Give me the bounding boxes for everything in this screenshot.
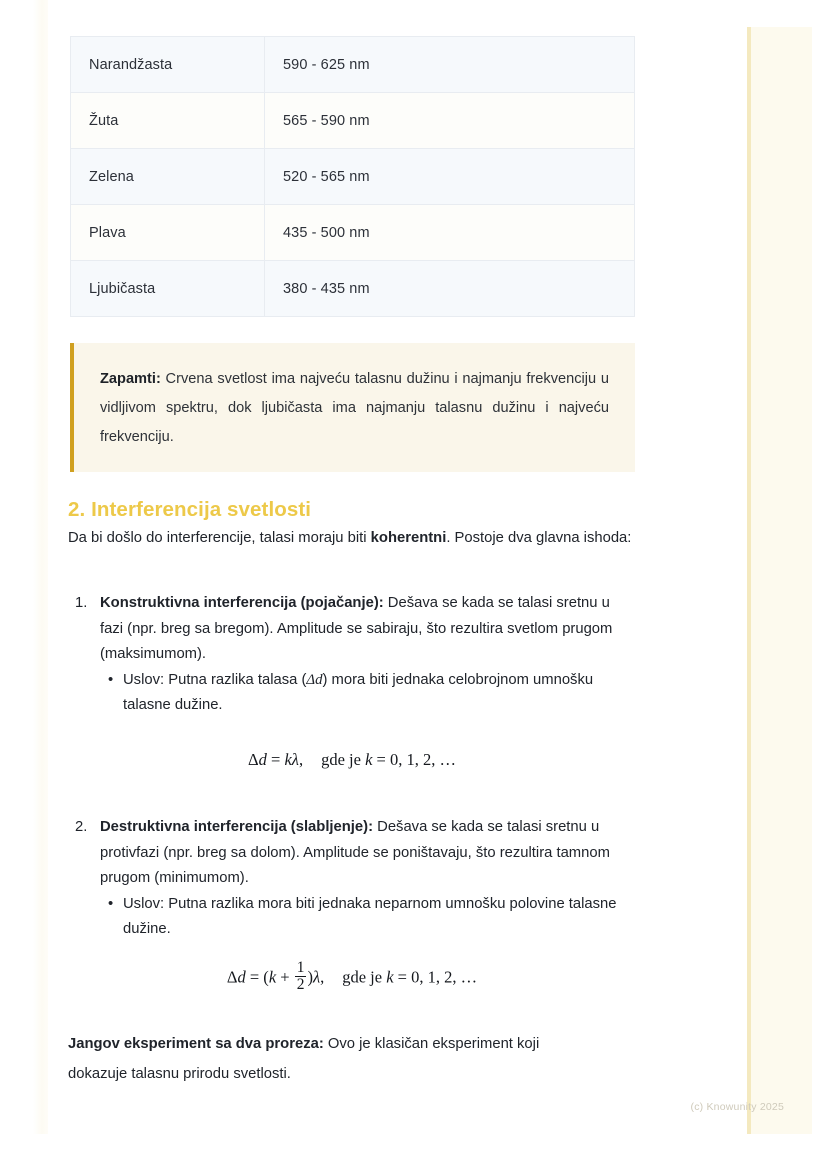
closing-line-1: Ovo je klasičan eksperiment koji (323, 1036, 540, 1052)
formula-equals-open: = ( (245, 967, 269, 987)
callout-paragraph (100, 365, 609, 452)
formula-where-var: k (386, 967, 394, 987)
formula-var-k: k (284, 750, 292, 769)
formula-var-d: d (258, 750, 267, 769)
formula-destructive (68, 960, 636, 993)
fraction-numerator: 1 (296, 959, 305, 976)
list-item (68, 815, 636, 943)
list-item-text (100, 591, 636, 668)
formula-where-values: = 0, 1, 2, … (372, 750, 456, 769)
formula-where-values: = 0, 1, 2, … (393, 967, 478, 987)
formula-close-paren: ) (307, 967, 313, 987)
formula-delta: Δ (248, 750, 259, 769)
cell-wavelength: 590 - 625 nm (265, 37, 635, 93)
cell-color-name: Plava (71, 205, 265, 261)
closing-bold: Jangov eksperiment sa dva proreza: (68, 1036, 324, 1052)
page-right-panel (751, 27, 812, 1134)
closing-paragraph (68, 1030, 636, 1089)
intro-text-after: . Postoje dva glavna ishoda: (446, 530, 632, 546)
formula-var-k: k (268, 967, 277, 987)
list-item (100, 892, 636, 943)
table-row (71, 149, 635, 205)
list-item-body: Dešava se kada se talasi sretnu u protivfazi (npr. breg sa dolom). Amplitude se poništavaju, što rezultira tamnom prugom (minimumom). (100, 819, 610, 887)
list-item (68, 591, 636, 719)
callout-label: Zapamti: (100, 371, 161, 387)
bullet-icon: • (108, 671, 114, 688)
sub-item-text (123, 892, 636, 943)
cell-wavelength: 565 - 590 nm (265, 93, 635, 149)
cell-color-name: Zelena (71, 149, 265, 205)
closing-line-2: dokazuje talasnu prirodu svetlosti. (68, 1065, 291, 1082)
cell-wavelength: 380 - 435 nm (265, 261, 635, 317)
list-item-title: Konstruktivna interferencija (pojačanje): (100, 595, 384, 611)
table-row (71, 93, 635, 149)
formula-lambda: λ (291, 750, 299, 769)
intro-paragraph (68, 524, 636, 554)
spectrum-table-body (71, 37, 635, 317)
list-marker: 2. (75, 819, 88, 835)
table-row (71, 205, 635, 261)
footer-credit: (c) Knowunity 2025 (690, 1101, 784, 1113)
table-row (71, 261, 635, 317)
formula-var-d: d (237, 967, 246, 987)
sub-list (100, 668, 636, 719)
callout-text: Crvena svetlost ima najveću talasnu dužinu i najmanju frekvenciju u vidljivom spektru, dok ljubičasta ima najmanju talasnu dužinu i najveću frekvenciju. (100, 371, 609, 445)
bullet-icon: • (108, 895, 114, 912)
formula-fraction-one-half (295, 960, 307, 993)
formula-comma: , (298, 750, 304, 769)
list-item-text (100, 815, 636, 892)
formula-comma: , (320, 967, 325, 987)
sub-item-suffix: ) mora biti jednaka celobrojnom umnošku talasne dužine. (123, 671, 594, 714)
formula-where-label: gde je (342, 967, 387, 987)
fraction-denominator: 2 (296, 975, 305, 993)
intro-text-bold: koherentni (370, 530, 447, 546)
remember-callout (70, 343, 635, 472)
formula-delta: Δ (226, 967, 238, 987)
section-heading: 2. Interferencija svetlosti (68, 498, 312, 521)
formula-equals: = (266, 750, 285, 769)
sub-list (100, 892, 636, 943)
table-row (71, 37, 635, 93)
intro-text-before: Da bi došlo do interferencije, talasi moraju biti (68, 530, 371, 546)
spectrum-table (70, 36, 635, 317)
sub-item-prefix: Uslov: Putna razlika mora biti jednaka neparnom umnošku polovine talasne dužine. (123, 895, 617, 938)
list-item-title: Destruktivna interferencija (slabljenje): (100, 819, 374, 835)
cell-wavelength: 435 - 500 nm (265, 205, 635, 261)
formula-where-label: gde je (321, 750, 366, 769)
cell-color-name: Narandžasta (71, 37, 265, 93)
formula-constructive (68, 750, 636, 770)
cell-color-name: Ljubičasta (71, 261, 265, 317)
page-left-edge (33, 0, 49, 1134)
sub-item-symbol: Δd (306, 671, 323, 688)
formula-where-var: k (365, 750, 373, 769)
cell-color-name: Žuta (71, 93, 265, 149)
list-item (100, 668, 636, 719)
formula-lambda: λ (312, 967, 321, 987)
cell-wavelength: 520 - 565 nm (265, 149, 635, 205)
list-marker: 1. (75, 595, 88, 611)
sub-item-text (123, 668, 636, 719)
list-item-body: Dešava se kada se talasi sretnu u fazi (npr. breg sa bregom). Amplitude se sabiraju, što rezultira svetlom prugom (maksimumom). (100, 595, 613, 663)
formula-plus: + (276, 967, 294, 987)
sub-item-prefix: Uslov: Putna razlika talasa ( (123, 671, 307, 688)
